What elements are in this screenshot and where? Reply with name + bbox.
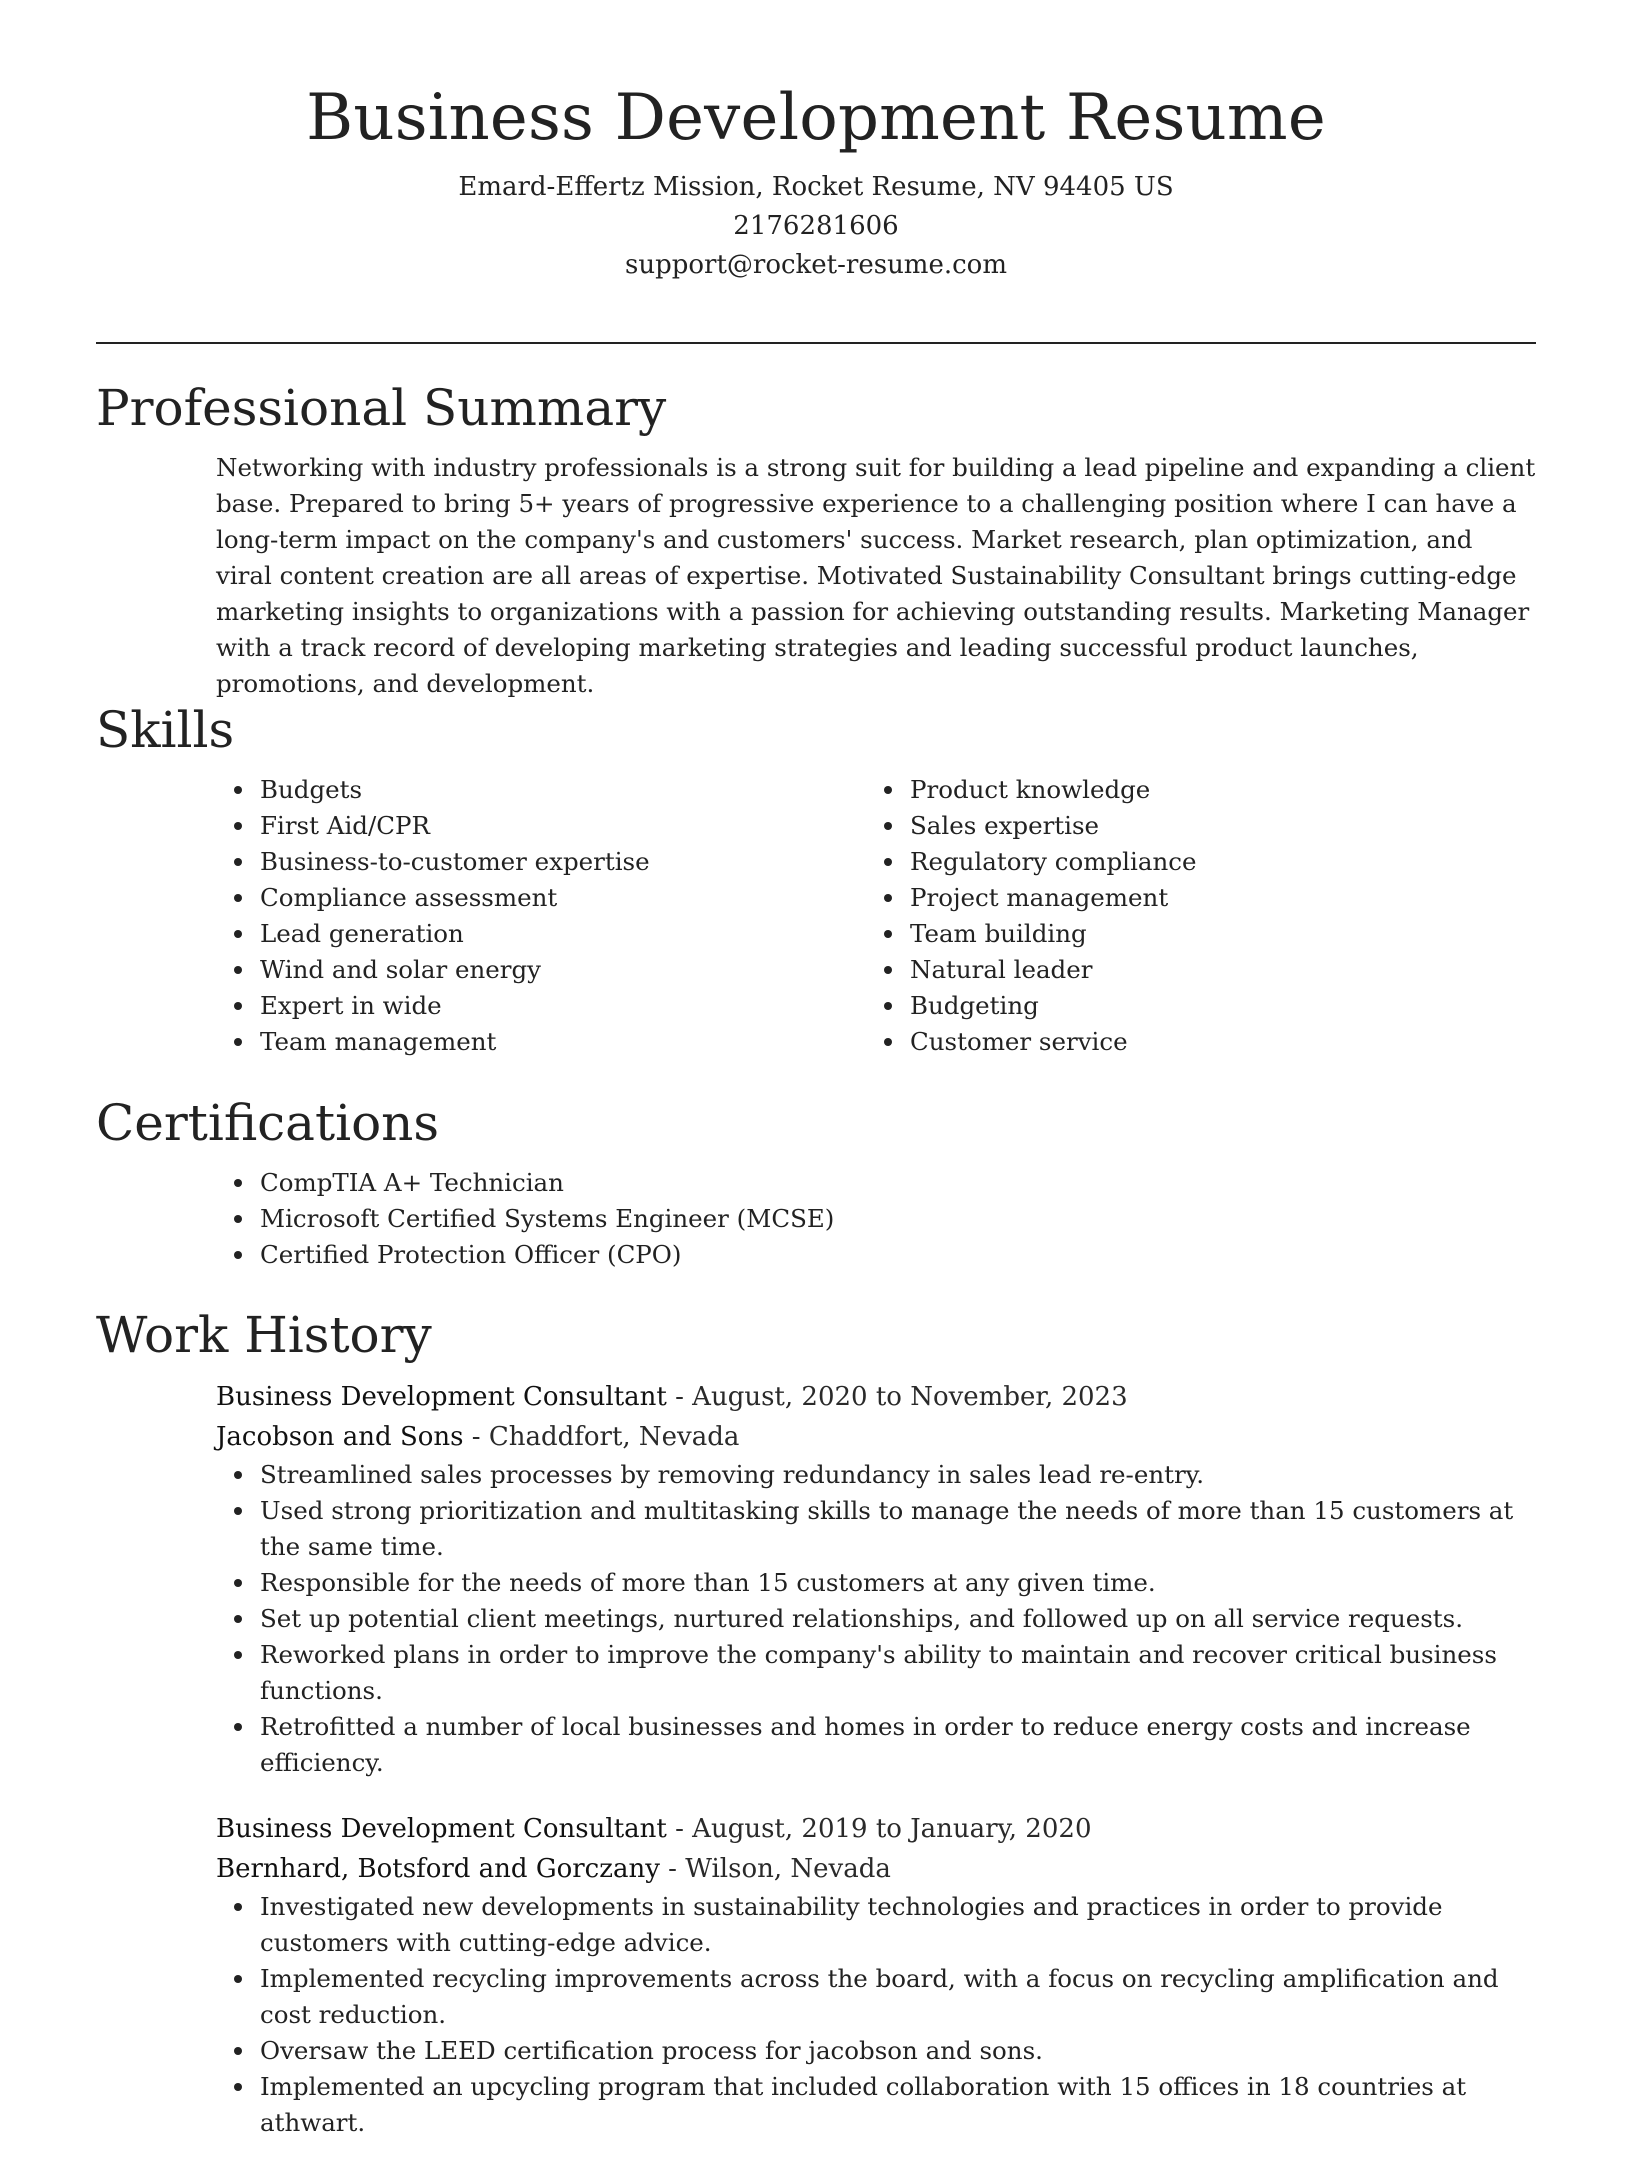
contact-email: support@rocket-resume.com (624, 249, 1007, 280)
job-location: - Wilson, Nevada (659, 1854, 891, 1884)
job-dates: - August, 2019 to January, 2020 (666, 1814, 1092, 1844)
job-dates: - August, 2020 to November, 2023 (666, 1382, 1128, 1412)
job-bullet: Reworked plans in order to improve the company's ability to maintain and recover critical business functions. (260, 1637, 1536, 1709)
skill-item: Team management (260, 1024, 866, 1060)
job-bullet: Retrofitted a number of local businesses and homes in order to reduce energy costs and increase efficiency. (260, 1709, 1536, 1781)
job-bullet: Investigated new developments in sustainability technologies and practices in order to provide customers with cutting-edge advice. (260, 1889, 1536, 1961)
job-company: Bernhard, Botsford and Gorczany (216, 1854, 660, 1884)
skill-item: Project management (910, 880, 1516, 916)
certifications-section (96, 1093, 1536, 1273)
job-title: Business Development Consultant (216, 1382, 667, 1412)
job-bullet: Responsible for the needs of more than 15 customers at any given time. (260, 1565, 1536, 1601)
job-location: - Chaddfort, Nevada (463, 1422, 740, 1452)
certification-item: Microsoft Certified Systems Engineer (MCSE) (260, 1201, 1536, 1237)
skills-column-left (216, 772, 866, 1060)
contact-address: Emard-Effertz Mission, Rocket Resume, NV 94405 US (458, 171, 1174, 202)
job-bullet: Set up potential client meetings, nurtured relationships, and followed up on all service requests. (260, 1601, 1536, 1637)
summary-section (96, 378, 1536, 702)
job-title-line (216, 1809, 1536, 1849)
job-title-line (216, 1377, 1536, 1417)
skill-item: Natural leader (910, 952, 1516, 988)
certification-item: CompTIA A+ Technician (260, 1165, 1536, 1201)
resume-title: Business Development Resume (306, 81, 1326, 155)
job-entry (216, 1377, 1536, 1781)
job-entry (216, 1809, 1536, 2141)
job-bullet: Oversaw the LEED certification process for jacobson and sons. (260, 2033, 1536, 2069)
job-bullet: Implemented an upcycling program that included collaboration with 15 offices in 18 countries at athwart. (260, 2069, 1536, 2141)
work-history-heading: Work History (96, 1306, 432, 1364)
certifications-heading: Certifications (96, 1094, 440, 1152)
work-history-section (96, 1305, 1536, 2163)
job-bullets (216, 1457, 1536, 1781)
skill-item: Wind and solar energy (260, 952, 866, 988)
skill-item: Budgeting (910, 988, 1516, 1024)
skill-item: Product knowledge (910, 772, 1516, 808)
skills-column-right (866, 772, 1516, 1060)
job-company-line (216, 1849, 1536, 1889)
job-company: Jacobson and Sons (216, 1422, 464, 1452)
resume-header (0, 0, 1632, 285)
skill-item: Team building (910, 916, 1516, 952)
certifications-list-wrap (216, 1165, 1536, 1273)
job-bullet: Implemented recycling improvements across the board, with a focus on recycling amplification and cost reduction. (260, 1961, 1536, 2033)
job-company-line (216, 1417, 1536, 1457)
certification-item: Certified Protection Officer (CPO) (260, 1237, 1536, 1273)
skill-item: Customer service (910, 1024, 1516, 1060)
skill-item: Expert in wide (260, 988, 866, 1024)
skill-item: Regulatory compliance (910, 844, 1516, 880)
skill-item: Sales expertise (910, 808, 1516, 844)
job-title: Business Development Consultant (216, 1814, 667, 1844)
skill-item: Compliance assessment (260, 880, 866, 916)
job-bullet: Streamlined sales processes by removing redundancy in sales lead re-entry. (260, 1457, 1536, 1493)
contact-block (0, 168, 1632, 285)
skill-item: First Aid/CPR (260, 808, 866, 844)
contact-phone: 2176281606 (733, 210, 899, 241)
job-bullet: Used strong prioritization and multitasking skills to manage the needs of more than 15 customers at the same time. (260, 1493, 1536, 1565)
summary-text: Networking with industry professionals is a strong suit for building a lead pipeline and expanding a client base. Prepared to bring 5+ years of progressive experience to a challenging position where I can have a long-term impact on the company's and customers' success. Market research, plan optimization, and viral content creation are all areas of expertise. Motivated Sustainability Consultant brings cutting-edge marketing insights to organizations with a passion for achieving outstanding results. Marketing Manager with a track record of developing marketing strategies and leading successful product launches, promotions, and development. (216, 453, 1536, 698)
job-bullets (216, 1889, 1536, 2141)
skills-grid (216, 772, 1536, 1060)
skill-item: Budgets (260, 772, 866, 808)
header-divider (96, 342, 1536, 344)
skills-heading: Skills (96, 701, 235, 759)
summary-heading: Professional Summary (96, 379, 667, 437)
skills-section (96, 700, 1536, 1060)
skill-item: Business-to-customer expertise (260, 844, 866, 880)
skill-item: Lead generation (260, 916, 866, 952)
